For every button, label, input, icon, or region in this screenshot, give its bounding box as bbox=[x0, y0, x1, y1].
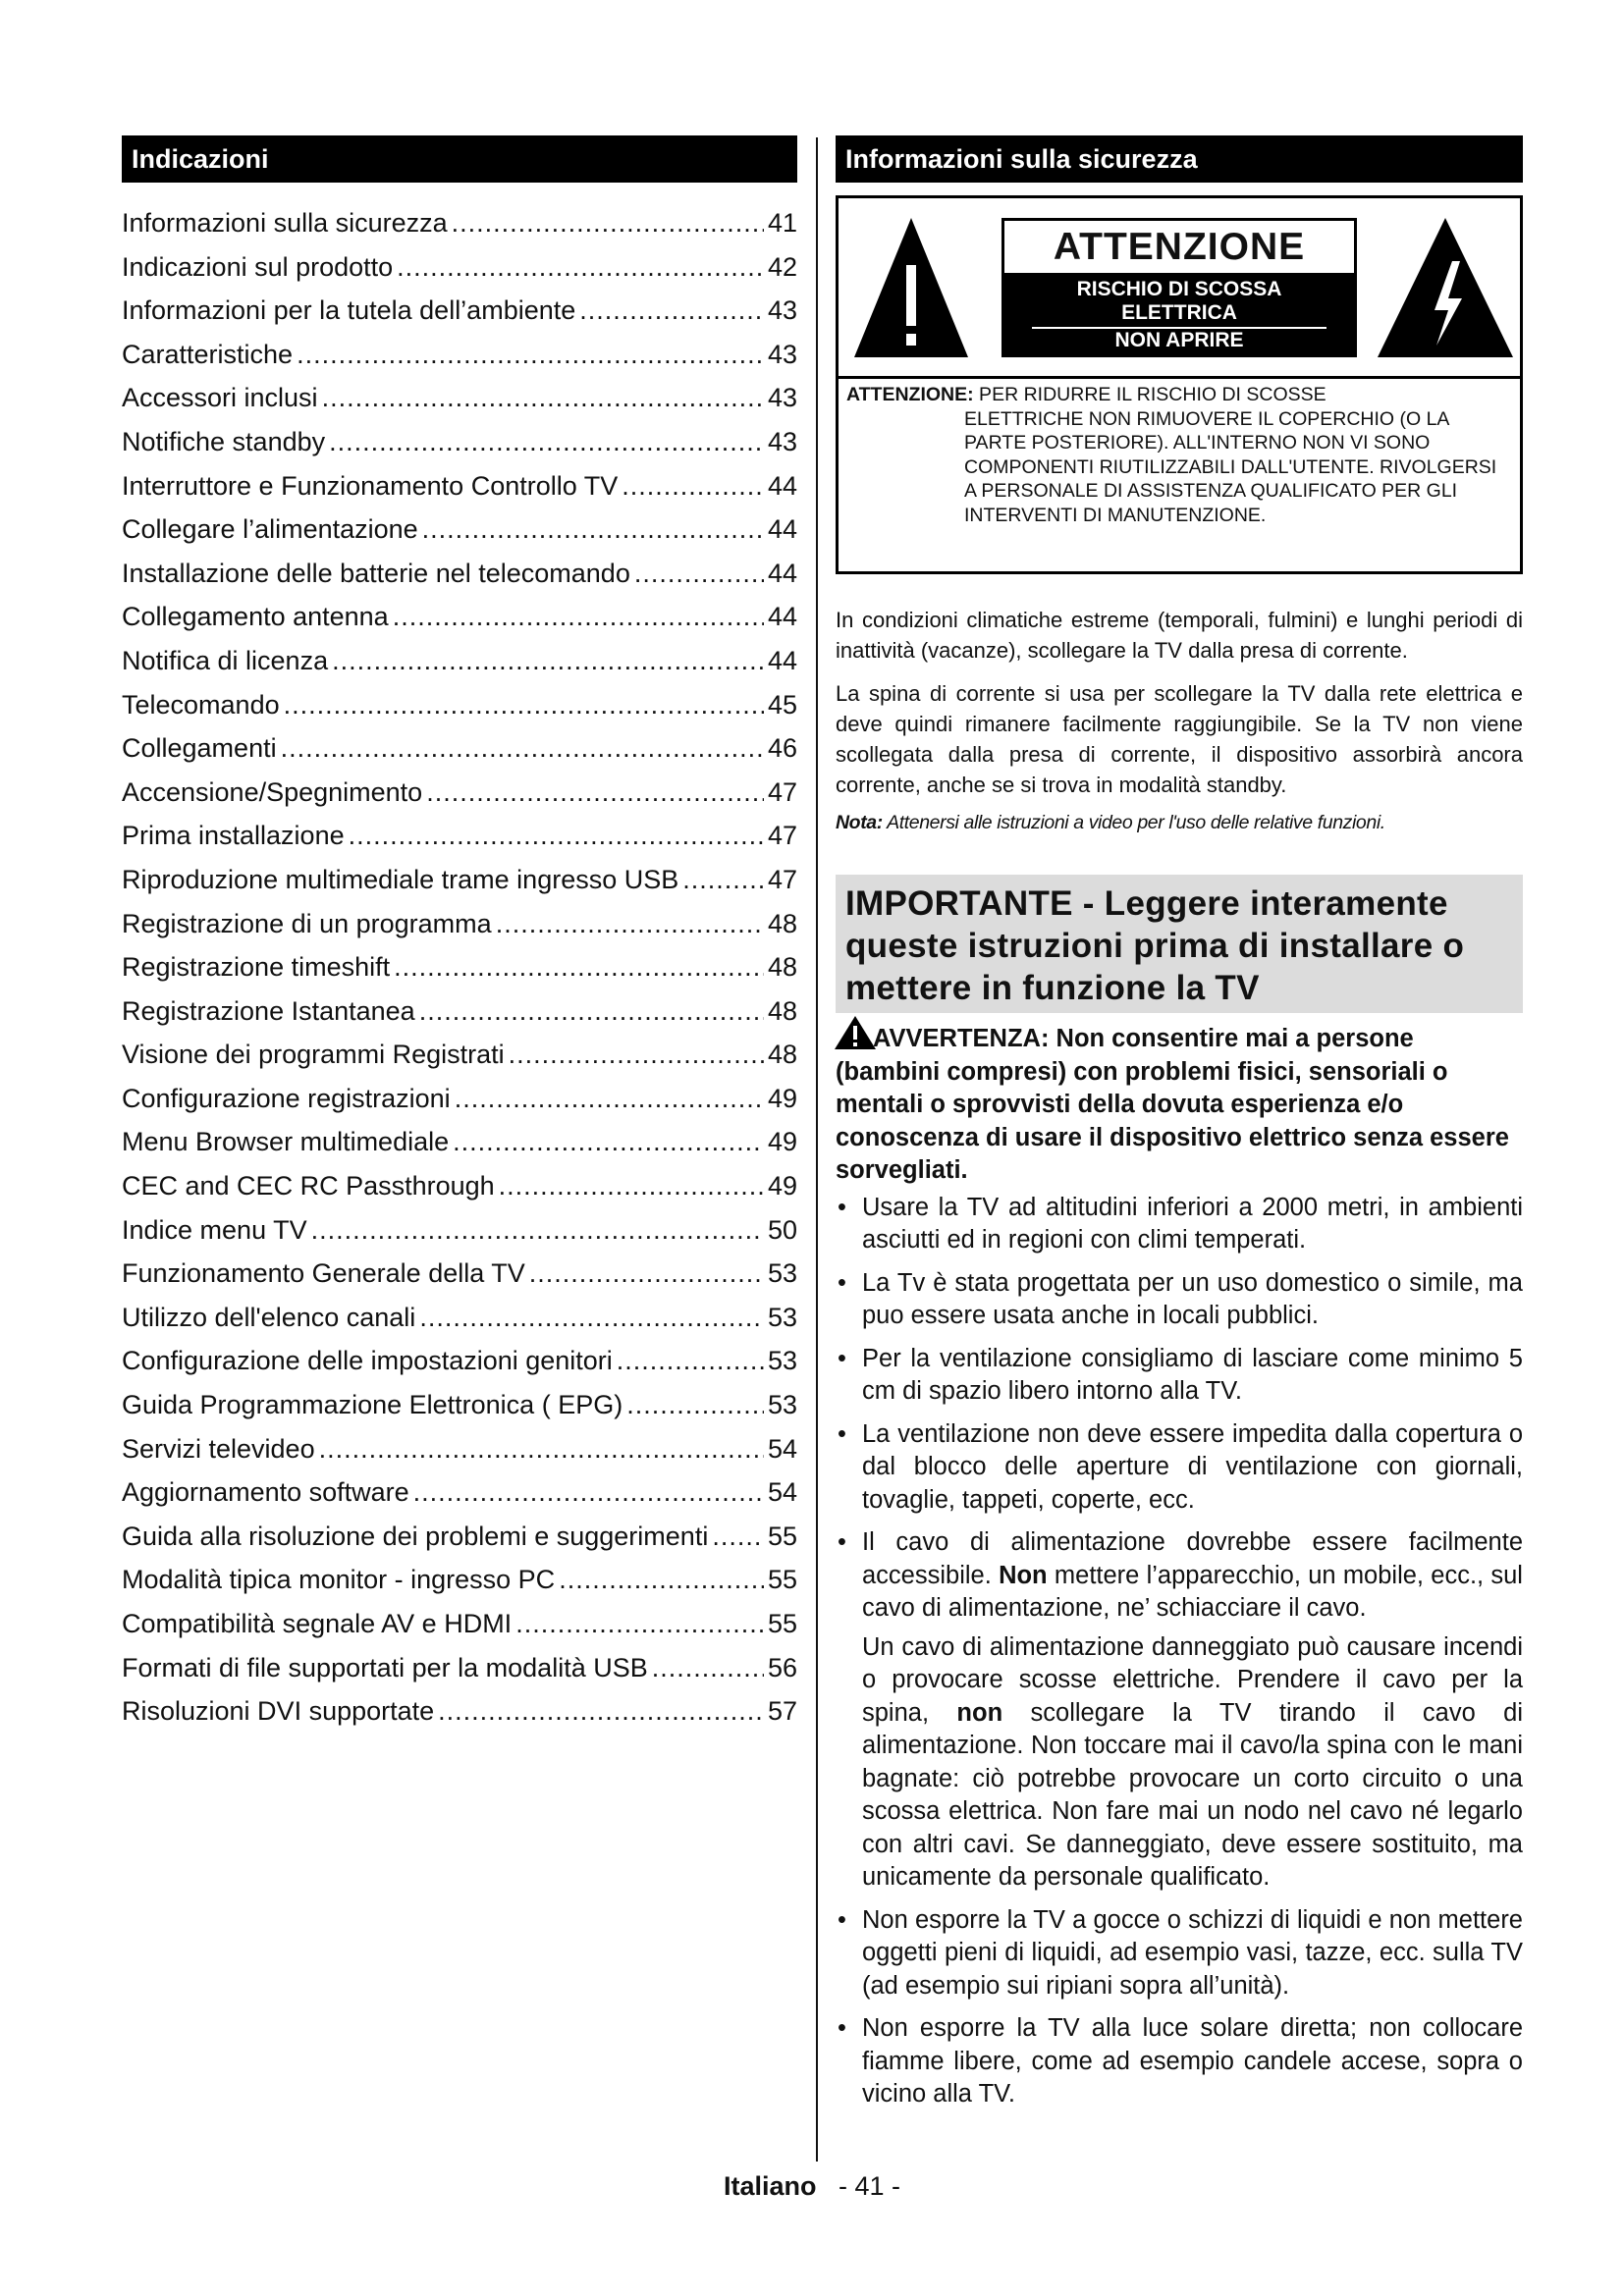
toc-leader-dots bbox=[634, 559, 764, 589]
toc-entry-page: 55 bbox=[767, 1609, 797, 1638]
toc-entry bbox=[122, 1215, 797, 1259]
toc-leader-dots bbox=[509, 1040, 764, 1070]
toc-entry-page: 43 bbox=[767, 383, 797, 413]
toc-leader-dots bbox=[319, 1434, 764, 1465]
toc-entry bbox=[122, 1609, 797, 1653]
warning-label: ATTENZIONE: bbox=[846, 384, 974, 405]
toc-leader-dots bbox=[529, 1258, 764, 1289]
shock-line-1: RISCHIO DI SCOSSA bbox=[1076, 278, 1282, 300]
toc-entry-title: Collegare l’alimentazione bbox=[122, 514, 418, 545]
bullet-text: La ventilazione non deve essere impedita dalla copertura o dal blocco delle aperture di ventilazione con giornali, tovaglie, tappeti, coperte, ecc. bbox=[862, 1419, 1523, 1514]
toc-entry-title: Configurazione registrazioni bbox=[122, 1083, 451, 1113]
toc-leader-dots bbox=[349, 821, 764, 851]
safety-bullets bbox=[836, 1192, 1523, 2111]
toc-header: Indicazioni bbox=[122, 135, 797, 183]
toc-entry-title: Funzionamento Generale della TV bbox=[122, 1258, 525, 1289]
toc-entry-title: Risoluzioni DVI supportate bbox=[122, 1696, 435, 1727]
toc-leader-dots bbox=[453, 1127, 764, 1157]
toc-leader-dots bbox=[626, 1390, 764, 1420]
toc-entry bbox=[122, 952, 797, 996]
toc-entry bbox=[122, 1390, 797, 1434]
toc-entry bbox=[122, 1127, 797, 1171]
toc-entry bbox=[122, 690, 797, 734]
bullet-dot: • bbox=[838, 1528, 846, 1556]
bullet-dot: • bbox=[838, 1419, 846, 1448]
toc-entry bbox=[122, 383, 797, 427]
cable-text-f: scollegare la TV tirando il cavo di alimentazione. Non toccare mai il cavo/la spina con le mani bagnate: ciò potrebbe provocare un corto circuito o una scossa elettrica. Non fare mai un nodo nel cavo né legarlo con altri cavi. Se danneggiato, deve essere sostituito, ma unicamente da personale qualificato. bbox=[862, 1698, 1523, 1891]
toc-entry bbox=[122, 865, 797, 909]
bullet-text bbox=[862, 1526, 1523, 1895]
toc-entry-page: 56 bbox=[767, 1652, 797, 1682]
toc-entry-title: Notifiche standby bbox=[122, 426, 326, 456]
list-item bbox=[836, 1267, 1523, 1333]
shock-line-3: NON APRIRE bbox=[1114, 329, 1244, 351]
toc-entry-page: 55 bbox=[767, 1521, 797, 1551]
toc-entry bbox=[122, 514, 797, 559]
important-heading: IMPORTANTE - Leggere interamente queste istruzioni prima di installare o mettere in funzione la TV bbox=[836, 875, 1523, 1013]
toc-leader-dots bbox=[422, 514, 764, 545]
toc-entry-title: Prima installazione bbox=[122, 821, 345, 851]
toc-entry-page: 57 bbox=[767, 1696, 797, 1727]
list-item bbox=[836, 1526, 1523, 1895]
bullet-dot: • bbox=[838, 1268, 846, 1297]
toc-leader-dots bbox=[438, 1696, 764, 1727]
toc-entry-page: 53 bbox=[767, 1390, 797, 1420]
toc-entry-title: Visione dei programmi Registrati bbox=[122, 1040, 505, 1070]
cable-text-c: mettere l’apparecchio, un mobile, ecc., sul cavo di alimentazione, ne’ schiacciare il cavo. bbox=[862, 1561, 1523, 1622]
toc-entry-title: Guida alla risoluzione dei problemi e suggerimenti bbox=[122, 1521, 709, 1551]
toc-entry bbox=[122, 1477, 797, 1522]
toc-entry bbox=[122, 295, 797, 340]
toc-entry-page: 44 bbox=[767, 602, 797, 632]
toc-leader-dots bbox=[682, 865, 764, 895]
toc-entry bbox=[122, 1653, 797, 1697]
toc-entry-page: 42 bbox=[767, 251, 797, 282]
toc-entry-title: Configurazione delle impostazioni genitori bbox=[122, 1346, 613, 1376]
bullet-dot: • bbox=[838, 1193, 846, 1221]
safety-column bbox=[836, 135, 1523, 2121]
toc-entry-title: Accessori inclusi bbox=[122, 383, 318, 413]
toc-entry-title: Caratteristiche bbox=[122, 339, 294, 369]
warning-text-first: PER RIDURRE IL RISCHIO DI SCOSSE bbox=[973, 384, 1326, 405]
toc-leader-dots bbox=[394, 952, 764, 983]
toc-entry-page: 48 bbox=[767, 952, 797, 983]
toc-leader-dots bbox=[413, 1477, 764, 1508]
toc-entry bbox=[122, 996, 797, 1041]
bullet-dot: • bbox=[838, 1905, 846, 1934]
toc-entry bbox=[122, 1040, 797, 1084]
toc-leader-dots bbox=[515, 1609, 764, 1639]
toc-leader-dots bbox=[419, 996, 764, 1027]
toc-entry bbox=[122, 1303, 797, 1347]
toc-leader-dots bbox=[579, 295, 764, 326]
toc-entry bbox=[122, 471, 797, 515]
toc-entry-page: 43 bbox=[767, 426, 797, 456]
toc-entry-page: 49 bbox=[767, 1127, 797, 1157]
toc-entry-title: Telecomando bbox=[122, 689, 280, 720]
toc-entry-page: 48 bbox=[767, 908, 797, 938]
toc-entry-title: Accensione/Spegnimento bbox=[122, 776, 423, 807]
list-item bbox=[836, 1343, 1523, 1409]
caution-triangle-icon bbox=[834, 1015, 877, 1050]
bullet-text: Non esporre la TV alla luce solare diretta; non collocare fiamme libere, come ad esempio candele accese, sopra o vicino alla TV. bbox=[862, 2014, 1523, 2108]
toc-leader-dots bbox=[426, 777, 764, 808]
note bbox=[836, 810, 1523, 835]
toc-entry-title: Indicazioni sul prodotto bbox=[122, 251, 394, 282]
toc-entry bbox=[122, 733, 797, 777]
toc-entry-title: Menu Browser multimediale bbox=[122, 1127, 450, 1157]
toc-entry-page: 43 bbox=[767, 295, 797, 326]
toc-entry-title: Interruttore e Funzionamento Controllo TV bbox=[122, 470, 619, 501]
toc-entry bbox=[122, 1565, 797, 1609]
toc-entry-page: 53 bbox=[767, 1302, 797, 1332]
toc-entry-page: 53 bbox=[767, 1258, 797, 1289]
toc-leader-dots bbox=[559, 1565, 764, 1595]
shock-risk-label bbox=[1001, 273, 1357, 357]
toc-entry-title: Installazione delle batterie nel telecomando bbox=[122, 558, 630, 588]
toc-entry-page: 41 bbox=[767, 208, 797, 238]
toc-leader-dots bbox=[397, 252, 764, 283]
list-item bbox=[836, 1192, 1523, 1257]
toc-entry bbox=[122, 1346, 797, 1390]
toc-leader-dots bbox=[332, 646, 764, 676]
toc-entry-title: Riproduzione multimediale trame ingresso USB bbox=[122, 864, 679, 894]
lightning-warning-icon bbox=[1376, 216, 1515, 359]
toc-leader-dots bbox=[499, 1171, 764, 1201]
toc-entry-page: 44 bbox=[767, 558, 797, 588]
bullet-dot: • bbox=[838, 1344, 846, 1372]
attention-title: ATTENZIONE bbox=[1001, 218, 1357, 273]
toc-entry-title: Compatibilità segnale AV e HDMI bbox=[122, 1609, 513, 1638]
list-item bbox=[836, 1418, 1523, 1518]
toc-leader-dots bbox=[496, 909, 764, 939]
toc-entry-page: 44 bbox=[767, 645, 797, 675]
toc-entry bbox=[122, 252, 797, 296]
bullet-text: La Tv è stata progettata per un uso domestico o simile, ma puo essere usata anche in locali pubblici. bbox=[862, 1268, 1523, 1329]
note-text: Attenersi alle istruzioni a video per l'uso delle relative funzioni. bbox=[882, 812, 1385, 833]
toc-entry-page: 53 bbox=[767, 1346, 797, 1376]
toc-entry bbox=[122, 427, 797, 471]
toc-entry-title: Modalità tipica monitor - ingresso PC bbox=[122, 1565, 556, 1595]
toc-entry bbox=[122, 1258, 797, 1303]
toc-leader-dots bbox=[393, 602, 764, 632]
toc-entry-title: Registrazione Istantanea bbox=[122, 995, 415, 1026]
toc-entry-page: 47 bbox=[767, 821, 797, 851]
toc-entry-title: Informazioni per la tutela dell’ambiente bbox=[122, 295, 576, 326]
list-item bbox=[836, 2012, 1523, 2111]
toc-entry-title: Collegamento antenna bbox=[122, 602, 389, 632]
toc-entry-page: 48 bbox=[767, 995, 797, 1026]
toc-leader-dots bbox=[329, 427, 764, 457]
cable-extra bbox=[862, 1631, 1523, 1895]
toc-leader-dots bbox=[419, 1303, 764, 1333]
toc-entry-title: Utilizzo dell'elenco canali bbox=[122, 1302, 416, 1332]
toc-entry bbox=[122, 909, 797, 953]
toc-entry bbox=[122, 1171, 797, 1215]
toc-leader-dots bbox=[712, 1522, 764, 1552]
cable-text-a: Il cavo di alimentazione dovrebbe essere facilmente accessibile. bbox=[862, 1528, 1523, 1589]
shock-line-2: ELETTRICA bbox=[1121, 301, 1237, 324]
cable-text-b: Non bbox=[999, 1561, 1048, 1589]
table-of-contents bbox=[122, 208, 797, 1740]
toc-entry-page: 48 bbox=[767, 1040, 797, 1070]
cable-text-d: Un cavo di alimentazione danneggiato può causare incendi o provocare scosse elettriche. Prendere il cavo per la spina, bbox=[862, 1632, 1523, 1727]
toc-entry-title: Servizi televideo bbox=[122, 1433, 315, 1464]
toc-entry bbox=[122, 1696, 797, 1740]
electric-shock-warning-box bbox=[836, 195, 1523, 574]
exclamation-warning-icon bbox=[852, 216, 970, 359]
toc-leader-dots bbox=[452, 208, 764, 239]
toc-leader-dots bbox=[311, 1215, 764, 1246]
toc-leader-dots bbox=[281, 733, 764, 764]
paragraph-climate: In condizioni climatiche estreme (temporali, fulmini) e lunghi periodi di inattività (vacanze), scollegare la TV dalla presa di corrente. bbox=[836, 608, 1523, 663]
avvertenza-warning bbox=[836, 1015, 1523, 1188]
toc-leader-dots bbox=[284, 690, 764, 721]
note-label: Nota: bbox=[836, 812, 883, 833]
toc-entry-title: Collegamenti bbox=[122, 733, 277, 764]
warning-box-separator bbox=[839, 376, 1520, 379]
toc-entry-page: 44 bbox=[767, 470, 797, 501]
column-divider bbox=[816, 137, 818, 2162]
toc-leader-dots bbox=[455, 1084, 764, 1114]
toc-entry-title: CEC and CEC RC Passthrough bbox=[122, 1171, 495, 1201]
toc-entry-page: 50 bbox=[767, 1214, 797, 1245]
toc-entry bbox=[122, 777, 797, 822]
toc-entry-title: Aggiornamento software bbox=[122, 1477, 409, 1508]
avvertenza-text: AVVERTENZA: Non consentire mai a persone (bambini compresi) con problemi fisici, sensoriali o mentali o sprovvisti della dovuta esperienza e/o conoscenza di usare il dispositivo elettrico senza essere sorvegliati. bbox=[836, 1025, 1509, 1184]
toc-entry-title: Registrazione di un programma bbox=[122, 908, 492, 938]
toc-entry bbox=[122, 208, 797, 252]
toc-entry-page: 44 bbox=[767, 514, 797, 545]
toc-entry bbox=[122, 646, 797, 690]
toc-entry bbox=[122, 1522, 797, 1566]
toc-entry-title: Notifica di licenza bbox=[122, 645, 329, 675]
safety-header: Informazioni sulla sicurezza bbox=[836, 135, 1523, 183]
toc-entry bbox=[122, 340, 797, 384]
warning-box-text bbox=[846, 383, 1512, 527]
toc-entry bbox=[122, 602, 797, 646]
toc-entry-title: Registrazione timeshift bbox=[122, 952, 391, 983]
toc-leader-dots bbox=[322, 383, 764, 413]
toc-entry-page: 49 bbox=[767, 1171, 797, 1201]
bullet-text: Per la ventilazione consigliamo di lasciare come minimo 5 cm di spazio libero intorno alla TV. bbox=[862, 1344, 1523, 1405]
toc-entry-page: 49 bbox=[767, 1083, 797, 1113]
warning-text-rest: ELETTRICHE NON RIMUOVERE IL COPERCHIO (O LA PARTE POSTERIORE). ALL'INTERNO NON VI SONO COMPONENTI RIUTILIZZABILI DALL'UTENTE. RIVOLGERSI A PERSONALE DI ASSISTENZA QUALIFICATO PER GLI INTERVENTI DI MANUTENZIONE. bbox=[964, 407, 1497, 526]
toc-leader-dots bbox=[652, 1653, 764, 1683]
toc-entry-page: 54 bbox=[767, 1433, 797, 1464]
paragraph-plug: La spina di corrente si usa per scollegare la TV dalla rete elettrica e deve quindi rimanere facilmente raggiungibile. Se la TV non viene scollegata dalla presa di corrente, il dispositivo assorbirà ancora corrente, anche se si trova in modalità standby. bbox=[836, 681, 1523, 797]
toc-column bbox=[122, 135, 797, 1740]
toc-entry-title: Informazioni sulla sicurezza bbox=[122, 208, 448, 238]
attention-panel bbox=[1001, 218, 1357, 357]
toc-entry-page: 47 bbox=[767, 864, 797, 894]
toc-entry-title: Guida Programmazione Elettronica ( EPG) bbox=[122, 1390, 623, 1420]
toc-leader-dots bbox=[297, 340, 764, 370]
toc-leader-dots bbox=[617, 1346, 764, 1376]
toc-entry-page: 54 bbox=[767, 1477, 797, 1508]
toc-entry bbox=[122, 1434, 797, 1478]
toc-leader-dots bbox=[622, 471, 764, 502]
toc-entry bbox=[122, 1084, 797, 1128]
toc-entry-title: Formati di file supportati per la modalità USB bbox=[122, 1652, 648, 1682]
toc-entry-page: 45 bbox=[767, 689, 797, 720]
toc-entry bbox=[122, 559, 797, 603]
toc-entry-page: 55 bbox=[767, 1565, 797, 1595]
footer-language: Italiano bbox=[723, 2171, 817, 2201]
toc-entry bbox=[122, 821, 797, 865]
bullet-text: Usare la TV ad altitudini inferiori a 2000 metri, in ambienti asciutti ed in regioni con climi temperati. bbox=[862, 1193, 1523, 1254]
toc-entry-page: 47 bbox=[767, 776, 797, 807]
toc-entry-page: 43 bbox=[767, 339, 797, 369]
bullet-dot: • bbox=[838, 2014, 846, 2042]
bullet-text: Non esporre la TV a gocce o schizzi di liquidi e non mettere oggetti pieni di liquidi, ad esempio vasi, tazze, ecc. sulla TV (ad esempio sui ripiani sopra all’unità). bbox=[862, 1905, 1523, 2000]
cable-text-e: non bbox=[956, 1698, 1003, 1727]
toc-entry-title: Indice menu TV bbox=[122, 1214, 307, 1245]
toc-entry-page: 46 bbox=[767, 733, 797, 764]
list-item bbox=[836, 1904, 1523, 2003]
page-number: - 41 - bbox=[839, 2171, 901, 2201]
page-footer bbox=[0, 2171, 1624, 2202]
